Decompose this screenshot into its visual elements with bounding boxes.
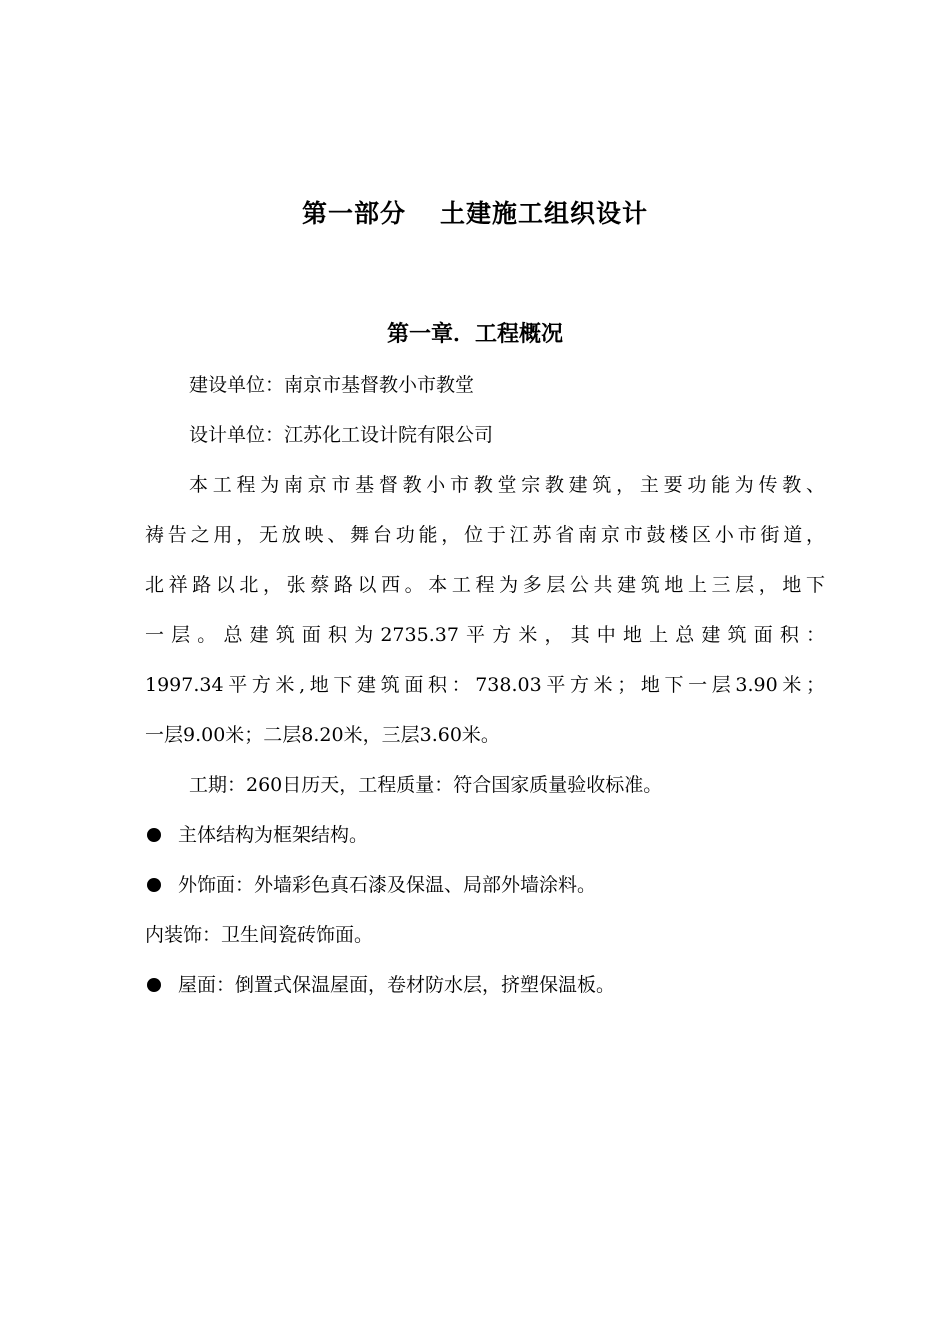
bullet-dot-icon [147, 828, 161, 842]
description-line-5: 1997.34平方米,地下建筑面积：738.03平方米；地下一层3.90米； [145, 674, 825, 696]
bullet-text: 外饰面：外墙彩色真石漆及保温、局部外墙涂料。 [178, 874, 597, 896]
bullet-text: 屋面：倒置式保温屋面，卷材防水层，挤塑保温板。 [178, 974, 616, 996]
description-line-6: 一层9.00米；二层8.20米，三层3.60米。 [145, 724, 500, 746]
builder-line: 建设单位：南京市基督教小市教堂 [189, 374, 475, 396]
bullet-item-structure [145, 810, 825, 860]
part-title [0, 194, 950, 234]
chapter-title: 第一章．工程概况 [386, 322, 563, 347]
interior-line: 内装饰：卫生间瓷砖饰面。 [145, 924, 374, 946]
bullet-text: 主体结构为框架结构。 [178, 824, 369, 846]
description-line-1: 本工程为南京市基督教小市教堂宗教建筑，主要功能为传教、 [189, 474, 825, 496]
schedule-line: 工期：260日历天，工程质量：符合国家质量验收标准。 [189, 774, 663, 796]
part-title-left: 第一部分 [301, 199, 406, 228]
description-line-2: 祷告之用，无放映、舞台功能，位于江苏省南京市鼓楼区小市街道， [145, 524, 825, 546]
description-line-3: 北祥路以北，张蔡路以西。本工程为多层公共建筑地上三层，地下 [145, 574, 825, 596]
bullet-item-roof [145, 960, 825, 1010]
document-body [145, 360, 825, 1010]
bullet-item-exterior [145, 860, 825, 910]
part-title-right: 土建施工组织设计 [440, 199, 649, 228]
bullet-dot-icon [147, 878, 161, 892]
description-line-4: 一层。总建筑面积为2735.37平方米，其中地上总建筑面积： [145, 624, 825, 646]
designer-line: 设计单位：江苏化工设计院有限公司 [189, 424, 494, 446]
bullet-dot-icon [147, 978, 161, 992]
